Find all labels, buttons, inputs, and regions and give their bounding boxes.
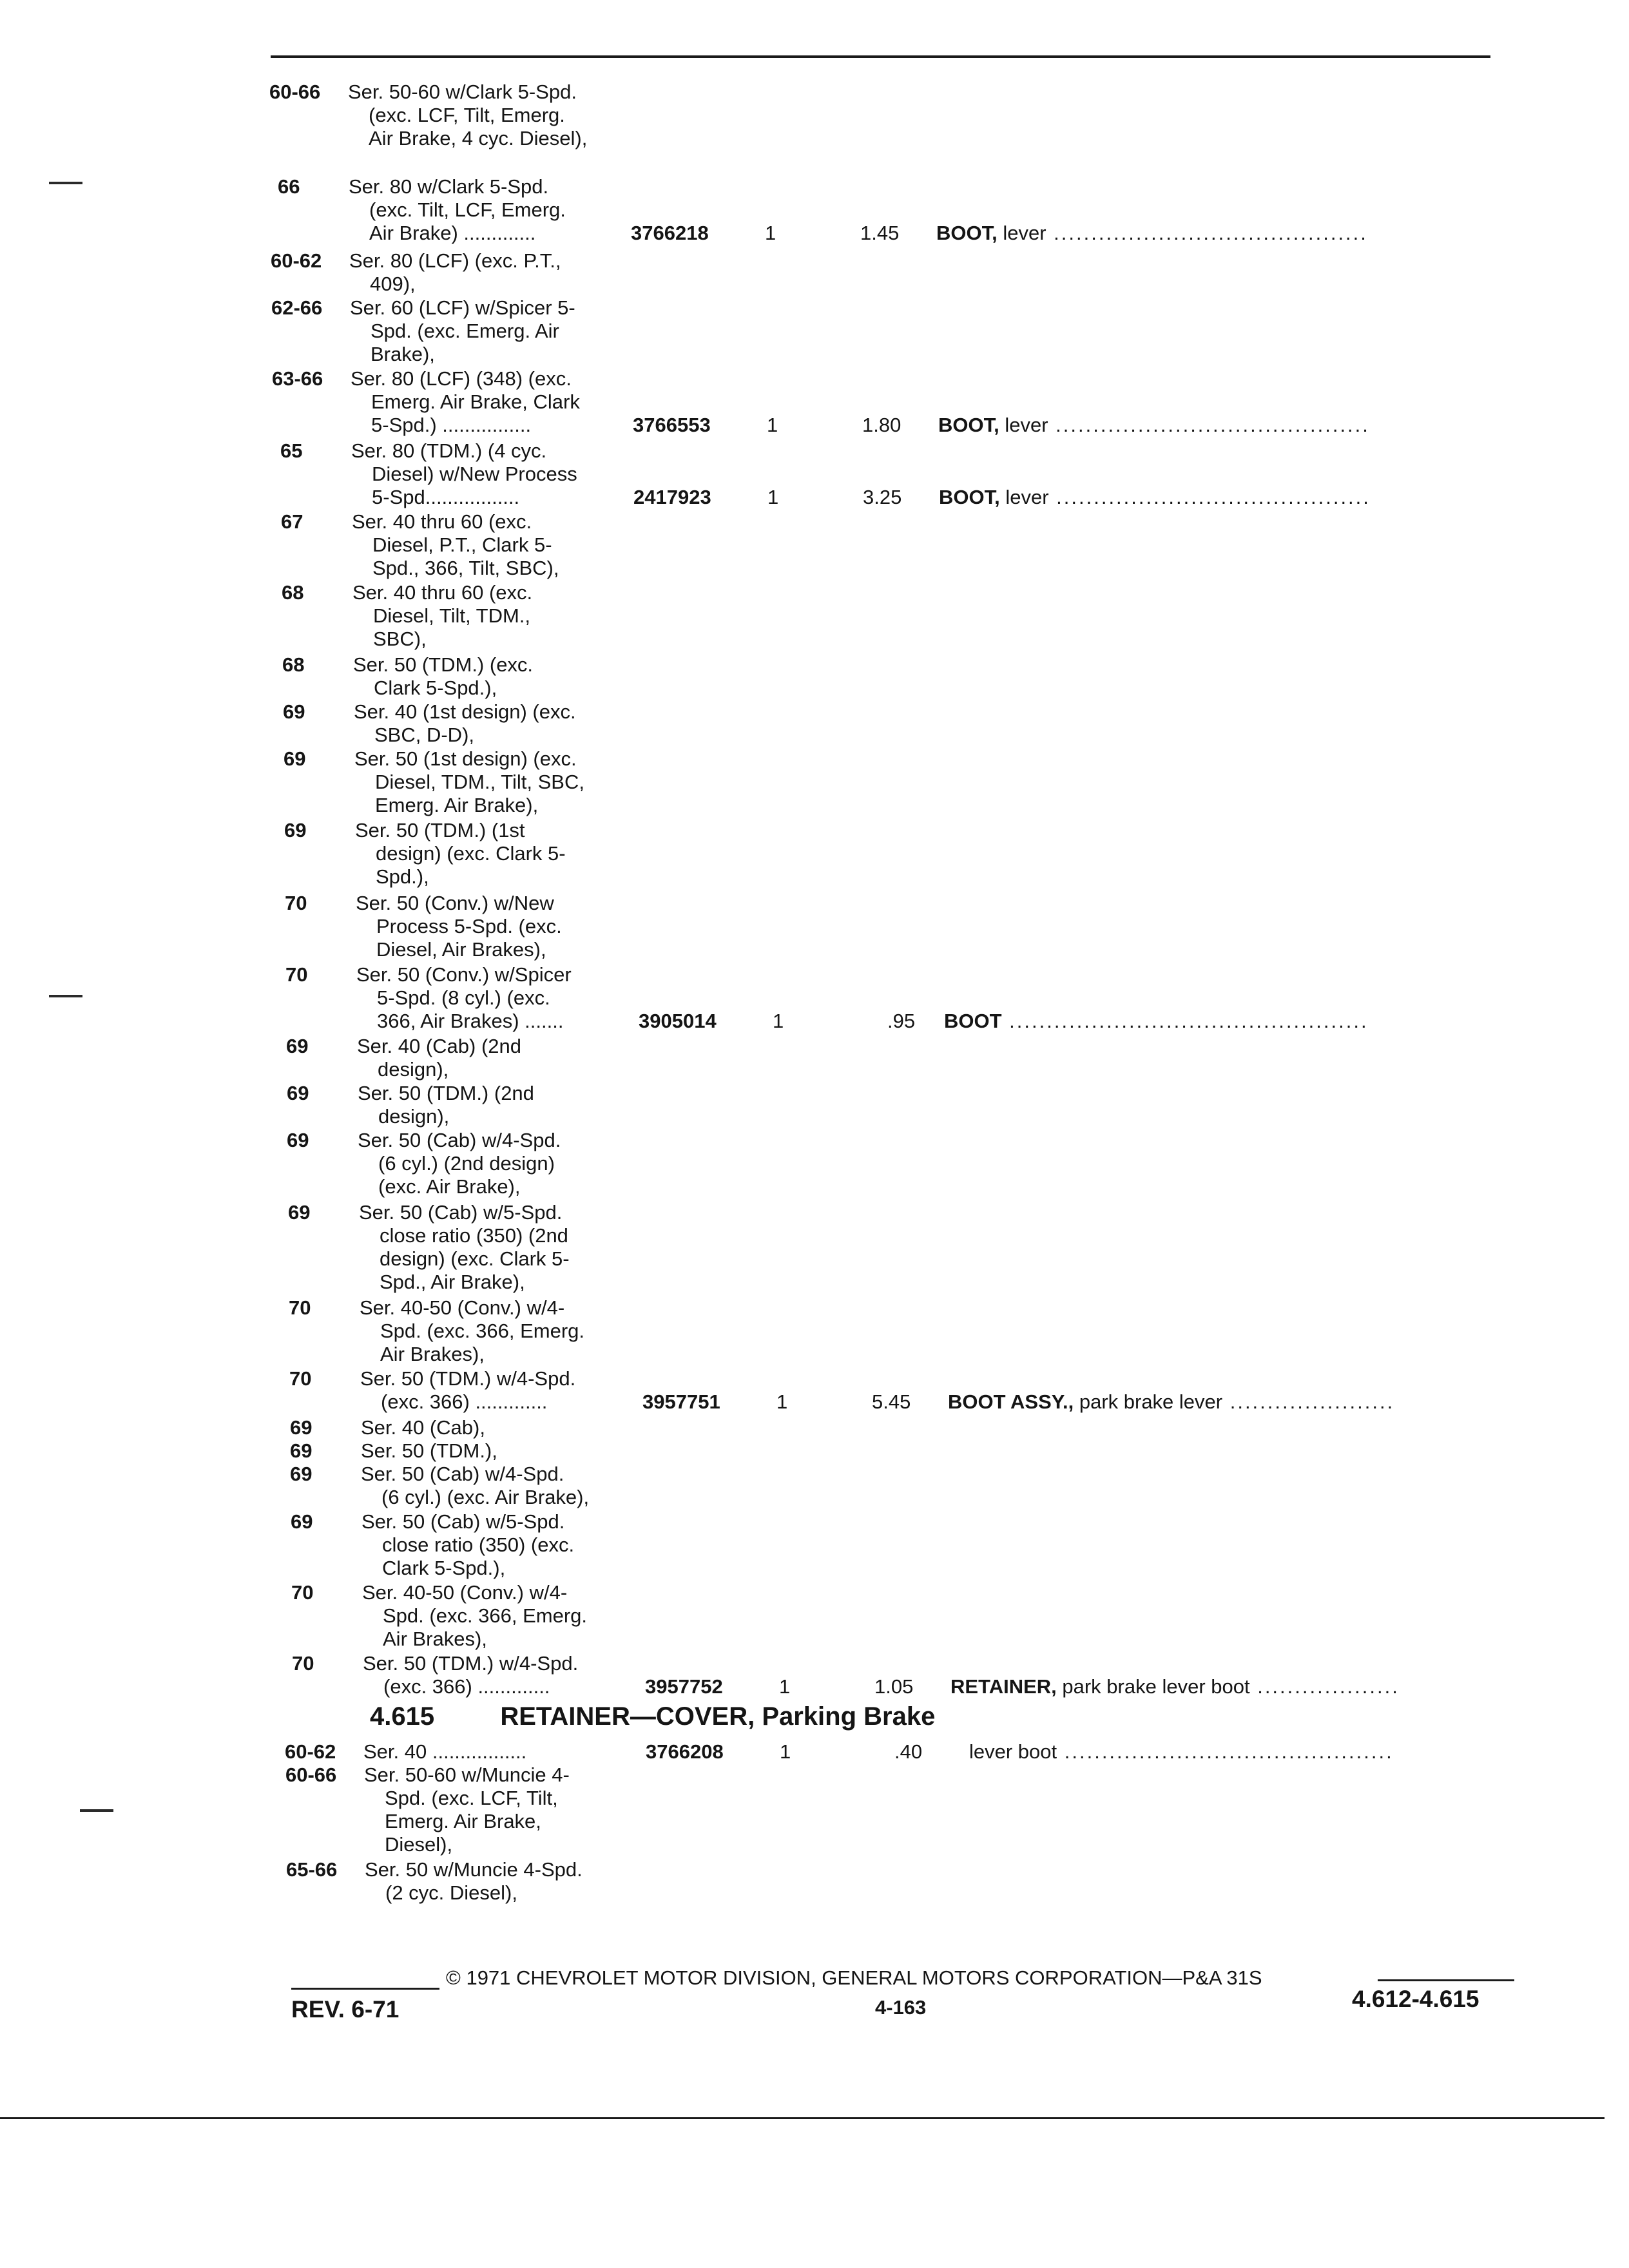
application-line: Brake), bbox=[371, 343, 435, 365]
application-text bbox=[356, 963, 572, 1033]
application-text bbox=[358, 1129, 561, 1198]
part-description bbox=[969, 1740, 1394, 1763]
model-year: 69 bbox=[286, 1035, 309, 1057]
application-line: Process 5-Spd. (exc. bbox=[376, 915, 562, 937]
application-text bbox=[361, 1510, 574, 1580]
model-year: 68 bbox=[282, 653, 305, 676]
application-text bbox=[363, 1740, 526, 1763]
leader-dots: ............................................ bbox=[1057, 1740, 1394, 1763]
application-text bbox=[363, 1652, 578, 1698]
description-keyword: RETAINER, bbox=[950, 1675, 1057, 1698]
application-line: Ser. 40 thru 60 (exc. bbox=[352, 581, 533, 604]
model-year: 60-66 bbox=[285, 1763, 337, 1786]
application-text bbox=[352, 581, 532, 651]
application-line: Ser. 40 (Cab) (2nd bbox=[357, 1035, 522, 1057]
application-line: Ser. 40-50 (Conv.) w/4- bbox=[360, 1296, 565, 1319]
model-year: 67 bbox=[281, 510, 304, 533]
section-heading bbox=[370, 1702, 935, 1731]
application-text bbox=[352, 510, 559, 580]
application-line: Air Brakes), bbox=[383, 1628, 487, 1650]
application-line: Ser. 50 (1st design) (exc. bbox=[354, 747, 577, 770]
application-line: close ratio (350) (2nd bbox=[380, 1224, 568, 1247]
bottom-rule bbox=[0, 2117, 1605, 2119]
application-line: (exc. 366) ............. bbox=[381, 1390, 548, 1413]
model-year: 70 bbox=[292, 1652, 314, 1675]
model-year: 60-62 bbox=[271, 249, 322, 272]
price: .40 bbox=[894, 1740, 923, 1763]
model-year: 70 bbox=[291, 1581, 314, 1604]
model-year: 69 bbox=[291, 1510, 313, 1533]
model-year: 69 bbox=[288, 1201, 311, 1224]
description-keyword: BOOT ASSY., bbox=[948, 1390, 1074, 1413]
part-description bbox=[938, 414, 1370, 437]
quantity: 1 bbox=[779, 1675, 791, 1698]
application-line: Emerg. Air Brake, bbox=[385, 1810, 541, 1832]
quantity: 1 bbox=[767, 486, 779, 508]
application-line: (exc. Tilt, LCF, Emerg. bbox=[369, 198, 566, 221]
application-text bbox=[349, 249, 561, 296]
application-line: Ser. 60 (LCF) w/Spicer 5- bbox=[350, 296, 575, 319]
application-line: (exc. LCF, Tilt, Emerg. bbox=[369, 104, 565, 126]
application-text bbox=[350, 296, 575, 366]
price: 3.25 bbox=[863, 486, 902, 508]
application-line: Ser. 50 (TDM.) w/4-Spd. bbox=[360, 1367, 576, 1390]
application-line: Ser. 50 w/Muncie 4-Spd. bbox=[365, 1858, 583, 1881]
section-title-rest: Parking Brake bbox=[755, 1702, 936, 1731]
revision-label: REV. 6-71 bbox=[291, 1996, 400, 2023]
application-text bbox=[355, 819, 566, 889]
application-text bbox=[351, 367, 580, 437]
application-line: Ser. 50 (TDM.) (2nd bbox=[358, 1082, 534, 1104]
margin-mark bbox=[49, 182, 82, 184]
part-number: 3957751 bbox=[642, 1390, 720, 1413]
leader-dots: .......................................... bbox=[1046, 222, 1368, 244]
section-title: RETAINER—COVER, bbox=[500, 1702, 755, 1731]
application-line: Ser. 50 (TDM.) (1st bbox=[355, 819, 525, 841]
application-line: Ser. 40 thru 60 (exc. bbox=[352, 510, 532, 533]
application-text bbox=[362, 1581, 587, 1651]
application-text bbox=[351, 439, 577, 509]
model-year: 69 bbox=[290, 1463, 313, 1485]
model-year: 70 bbox=[285, 963, 308, 986]
margin-mark bbox=[49, 995, 82, 997]
application-text bbox=[348, 81, 587, 150]
description-text: lever boot bbox=[969, 1740, 1057, 1763]
application-line: Ser. 50 (Cab) w/5-Spd. bbox=[359, 1201, 563, 1224]
application-line: Ser. 50 (Cab) w/4-Spd. bbox=[361, 1463, 564, 1485]
model-year: 65 bbox=[280, 439, 303, 462]
part-number: 3766208 bbox=[646, 1740, 724, 1763]
price: 1.80 bbox=[862, 414, 901, 436]
price: 1.45 bbox=[860, 222, 900, 244]
description-text: lever bbox=[999, 486, 1049, 508]
application-line: Ser. 80 w/Clark 5-Spd. bbox=[349, 175, 549, 198]
application-line: Ser. 50-60 w/Clark 5-Spd. bbox=[348, 81, 577, 103]
description-keyword: BOOT, bbox=[936, 222, 998, 244]
quantity: 1 bbox=[780, 1740, 791, 1763]
description-keyword: BOOT, bbox=[938, 414, 999, 436]
price: .95 bbox=[887, 1010, 916, 1032]
application-line: Clark 5-Spd.), bbox=[382, 1557, 506, 1579]
application-text bbox=[360, 1367, 575, 1414]
application-line: (exc. 366) ............. bbox=[383, 1675, 550, 1698]
application-text bbox=[358, 1082, 534, 1128]
application-text bbox=[357, 1035, 521, 1081]
application-line: design), bbox=[378, 1058, 449, 1081]
application-text bbox=[356, 892, 562, 961]
application-line: Ser. 80 (LCF) (348) (exc. bbox=[351, 367, 572, 390]
model-year: 60-62 bbox=[285, 1740, 336, 1763]
description-text: lever bbox=[997, 222, 1046, 244]
model-year: 65-66 bbox=[286, 1858, 338, 1881]
application-line: Ser. 50 (Cab) w/4-Spd. bbox=[358, 1129, 561, 1151]
application-line: Ser. 40 ................. bbox=[363, 1740, 527, 1763]
application-line: close ratio (350) (exc. bbox=[382, 1533, 575, 1556]
part-description bbox=[948, 1390, 1394, 1414]
application-text bbox=[359, 1201, 570, 1294]
part-number: 2417923 bbox=[633, 486, 711, 508]
footer-right-rule bbox=[1378, 1979, 1514, 1981]
application-line: 5-Spd................. bbox=[372, 486, 520, 508]
application-text bbox=[365, 1858, 583, 1905]
application-line: Air Brake) ............. bbox=[369, 222, 536, 244]
application-line: Spd. (exc. LCF, Tilt, bbox=[385, 1787, 558, 1809]
application-line: Spd.), bbox=[376, 865, 429, 888]
section-range: 4.612-4.615 bbox=[1352, 1986, 1480, 2012]
application-line: Ser. 40-50 (Conv.) w/4- bbox=[362, 1581, 568, 1604]
application-line: Ser. 80 (TDM.) (4 cyc. bbox=[351, 439, 547, 462]
part-description bbox=[939, 486, 1371, 509]
application-line: Ser. 50 (Conv.) w/New bbox=[356, 892, 554, 914]
description-text: park brake lever boot bbox=[1056, 1675, 1250, 1698]
section-number: 4.615 bbox=[370, 1702, 435, 1731]
price: 5.45 bbox=[872, 1390, 911, 1413]
model-year: 66 bbox=[278, 175, 300, 198]
application-line: Diesel, Tilt, TDM., bbox=[373, 604, 531, 627]
price: 1.05 bbox=[874, 1675, 914, 1698]
description-keyword: BOOT bbox=[944, 1010, 1002, 1032]
part-description bbox=[944, 1010, 1369, 1033]
copyright-line: © 1971 CHEVROLET MOTOR DIVISION, GENERAL MOTORS CORPORATION—P&A 31S bbox=[446, 1966, 1262, 1989]
application-line: (6 cyl.) (2nd design) bbox=[378, 1152, 555, 1175]
application-text bbox=[364, 1763, 570, 1856]
leader-dots: .......................................... bbox=[1048, 486, 1371, 508]
application-text bbox=[361, 1463, 589, 1509]
application-line: design), bbox=[378, 1105, 450, 1128]
part-description bbox=[936, 222, 1368, 245]
application-text bbox=[354, 700, 576, 747]
application-line: SBC, D-D), bbox=[374, 724, 474, 746]
model-year: 69 bbox=[290, 1439, 313, 1462]
application-line: Spd., 366, Tilt, SBC), bbox=[372, 557, 559, 579]
model-year: 70 bbox=[285, 892, 307, 914]
application-line: Emerg. Air Brake), bbox=[375, 794, 539, 816]
part-number: 3766218 bbox=[631, 222, 709, 244]
quantity: 1 bbox=[765, 222, 776, 244]
application-text bbox=[349, 175, 566, 245]
application-line: Ser. 50 (TDM.), bbox=[361, 1439, 497, 1462]
description-text: park brake lever bbox=[1074, 1390, 1223, 1413]
application-line: Ser. 50 (TDM.) w/4-Spd. bbox=[363, 1652, 579, 1675]
application-text bbox=[353, 653, 533, 700]
application-line: Ser. 40 (Cab), bbox=[361, 1416, 485, 1439]
part-number: 3957752 bbox=[645, 1675, 723, 1698]
application-line: (6 cyl.) (exc. Air Brake), bbox=[381, 1486, 590, 1508]
part-number: 3766553 bbox=[633, 414, 711, 436]
application-line: Ser. 50 (TDM.) (exc. bbox=[353, 653, 534, 676]
part-description bbox=[950, 1675, 1400, 1698]
description-text: lever bbox=[999, 414, 1048, 436]
application-line: 5-Spd. (8 cyl.) (exc. bbox=[377, 986, 550, 1009]
margin-mark bbox=[80, 1809, 113, 1812]
page-number: 4-163 bbox=[875, 1996, 927, 2019]
application-line: Spd. (exc. 366, Emerg. bbox=[383, 1604, 588, 1627]
model-year: 69 bbox=[284, 819, 307, 841]
model-year: 62-66 bbox=[271, 296, 323, 319]
application-line: Clark 5-Spd.), bbox=[374, 677, 497, 699]
model-year: 69 bbox=[284, 747, 306, 770]
model-year: 69 bbox=[290, 1416, 313, 1439]
application-line: Ser. 80 (LCF) (exc. P.T., bbox=[349, 249, 561, 272]
leader-dots: .......................................... bbox=[1048, 414, 1370, 436]
application-text bbox=[361, 1416, 485, 1439]
application-line: Diesel), bbox=[385, 1833, 453, 1856]
application-line: (2 cyc. Diesel), bbox=[385, 1881, 517, 1904]
model-year: 69 bbox=[287, 1129, 309, 1151]
application-line: design) (exc. Clark 5- bbox=[380, 1247, 570, 1270]
application-line: Ser. 50 (Cab) w/5-Spd. bbox=[361, 1510, 565, 1533]
application-line: Ser. 50 (Conv.) w/Spicer bbox=[356, 963, 572, 986]
application-text bbox=[360, 1296, 584, 1366]
application-line: Diesel, TDM., Tilt, SBC, bbox=[375, 771, 584, 793]
quantity: 1 bbox=[773, 1010, 784, 1032]
application-line: Spd., Air Brake), bbox=[380, 1271, 525, 1293]
leader-dots: ................................................ bbox=[1001, 1010, 1369, 1032]
application-line: Emerg. Air Brake, Clark bbox=[371, 390, 580, 413]
model-year: 63-66 bbox=[272, 367, 323, 390]
application-line: 5-Spd.) ................ bbox=[371, 414, 532, 436]
application-line: 366, Air Brakes) ....... bbox=[377, 1010, 564, 1032]
model-year: 69 bbox=[283, 700, 305, 723]
application-line: Air Brake, 4 cyc. Diesel), bbox=[369, 127, 588, 149]
application-line: SBC), bbox=[373, 628, 427, 650]
application-text bbox=[354, 747, 584, 817]
top-rule bbox=[271, 55, 1490, 58]
part-number: 3905014 bbox=[639, 1010, 717, 1032]
quantity: 1 bbox=[767, 414, 778, 436]
leader-dots: ...................... bbox=[1222, 1390, 1395, 1413]
application-line: Diesel) w/New Process bbox=[372, 463, 577, 485]
application-line: 409), bbox=[370, 273, 416, 295]
application-line: Ser. 40 (1st design) (exc. bbox=[354, 700, 576, 723]
application-line: Air Brakes), bbox=[380, 1343, 485, 1365]
model-year: 60-66 bbox=[269, 81, 321, 103]
quantity: 1 bbox=[776, 1390, 788, 1413]
application-line: (exc. Air Brake), bbox=[378, 1175, 521, 1198]
leader-dots: ................... bbox=[1249, 1675, 1400, 1698]
application-line: Diesel, P.T., Clark 5- bbox=[372, 533, 552, 556]
model-year: 70 bbox=[289, 1367, 312, 1390]
footer-left-rule bbox=[291, 1988, 439, 1990]
application-line: Spd. (exc. Emerg. Air bbox=[371, 320, 559, 342]
model-year: 70 bbox=[289, 1296, 311, 1319]
application-line: design) (exc. Clark 5- bbox=[376, 842, 566, 865]
model-year: 69 bbox=[287, 1082, 309, 1104]
application-text bbox=[361, 1439, 497, 1463]
application-line: Ser. 50-60 w/Muncie 4- bbox=[364, 1763, 570, 1786]
description-keyword: BOOT, bbox=[939, 486, 1000, 508]
application-line: Diesel, Air Brakes), bbox=[376, 938, 546, 961]
application-line: Spd. (exc. 366, Emerg. bbox=[380, 1320, 585, 1342]
model-year: 68 bbox=[282, 581, 304, 604]
